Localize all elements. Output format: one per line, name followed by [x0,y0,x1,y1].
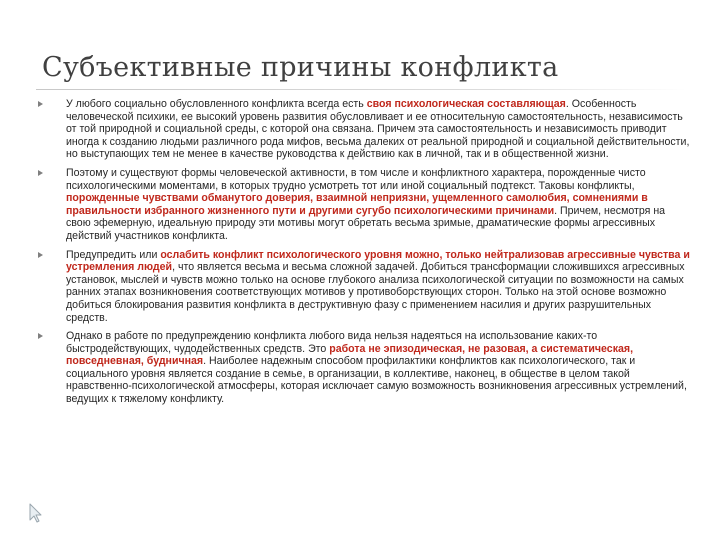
bullet-text: . Особенность человеческой психики, ее высокий уровень развития обусловливает и ее относительную самостоятельность, независимость от той природной и социальной среды, с которой она связана. Причем эта самостоятельность и независимость приводит иногда к созданию людьми различного рода мифов, весьма далеких от реальной природной и социальной действительности, но выступающих тем не менее в качестве руководства к действию как в личной, так и в общественной жизни. [66,98,690,161]
title-divider [36,89,686,90]
triangle-bullet-icon [38,101,43,107]
bullet-highlight: работа не эпизодическая, не разовая, а систематическая, повседневная, будничная [66,342,634,368]
bullet-item-1 [36,98,692,161]
bullet-list [36,98,692,406]
bullet-text: У любого социально обусловленного конфликта всегда есть [66,98,367,110]
bullet-text: , что является весьма и весьма сложной задачей. Добиться трансформации сложившихся агрессивных установок, мыслей и чувств можно только на основе глубокого анализа психологической ситуации по возможности на самых ранних этапах возникновения соответствующих мотивов у противоборствующих сторон. Только на этой основе возможно добиться блокирования развития конфликта в деструктивную фазу с применением насилия и других разрушительных средств. [66,261,685,324]
triangle-bullet-icon [38,170,43,176]
bullet-highlight: порожденные чувствами обманутого доверия, взаимной неприязни, ущемленного самолюбия, сомнениями в правильности избранного жизненного пути и другими сугубо психологическими причинами [66,192,648,217]
cursor-arrow-icon[interactable] [28,503,42,523]
bullet-text: . Причем, несмотря на свою эфемерную, идеальную природу эти мотивы могут обретать весьма зримые, драматические формы агрессивных действий участников конфликта. [66,204,666,242]
bullet-item-3 [36,249,692,325]
bullet-item-2 [36,167,692,243]
triangle-bullet-icon [38,333,43,339]
bullet-text: Однако в работе по предупреждению конфликта любого вида нельзя надеяться на использование каких-то быстродействующих, чудодейственных средств. Это [66,330,598,355]
bullet-text: . Наиболее надежным способом профилактики конфликтов как психологического, так и социального уровня является создание в семье, в организации, в коллективе, наконец, в обществе в целом такой нравственно-психологической атмосферы, которая исключает самую возможность возникновения агрессивных устремлений, ведущих к тяжелому конфликту. [66,355,687,406]
bullet-text: Предупредить или [66,248,161,261]
slide-title: Субъективные причины конфликта [42,52,559,83]
triangle-bullet-icon [38,252,43,258]
bullet-highlight: своя психологическая составляющая [366,98,566,110]
bullet-highlight: ослабить конфликт психологического уровня можно, только нейтрализовав агрессивные чувства и устремления людей [66,248,690,274]
bullet-item-4 [36,330,692,406]
bullet-text: Поэтому и существуют формы человеческой активности, в том числе и конфликтного характера, порожденные чисто психологическими моментами, в которых трудно усмотреть тот или иной социальный подтекст. Таковы конфликты, [66,166,646,192]
